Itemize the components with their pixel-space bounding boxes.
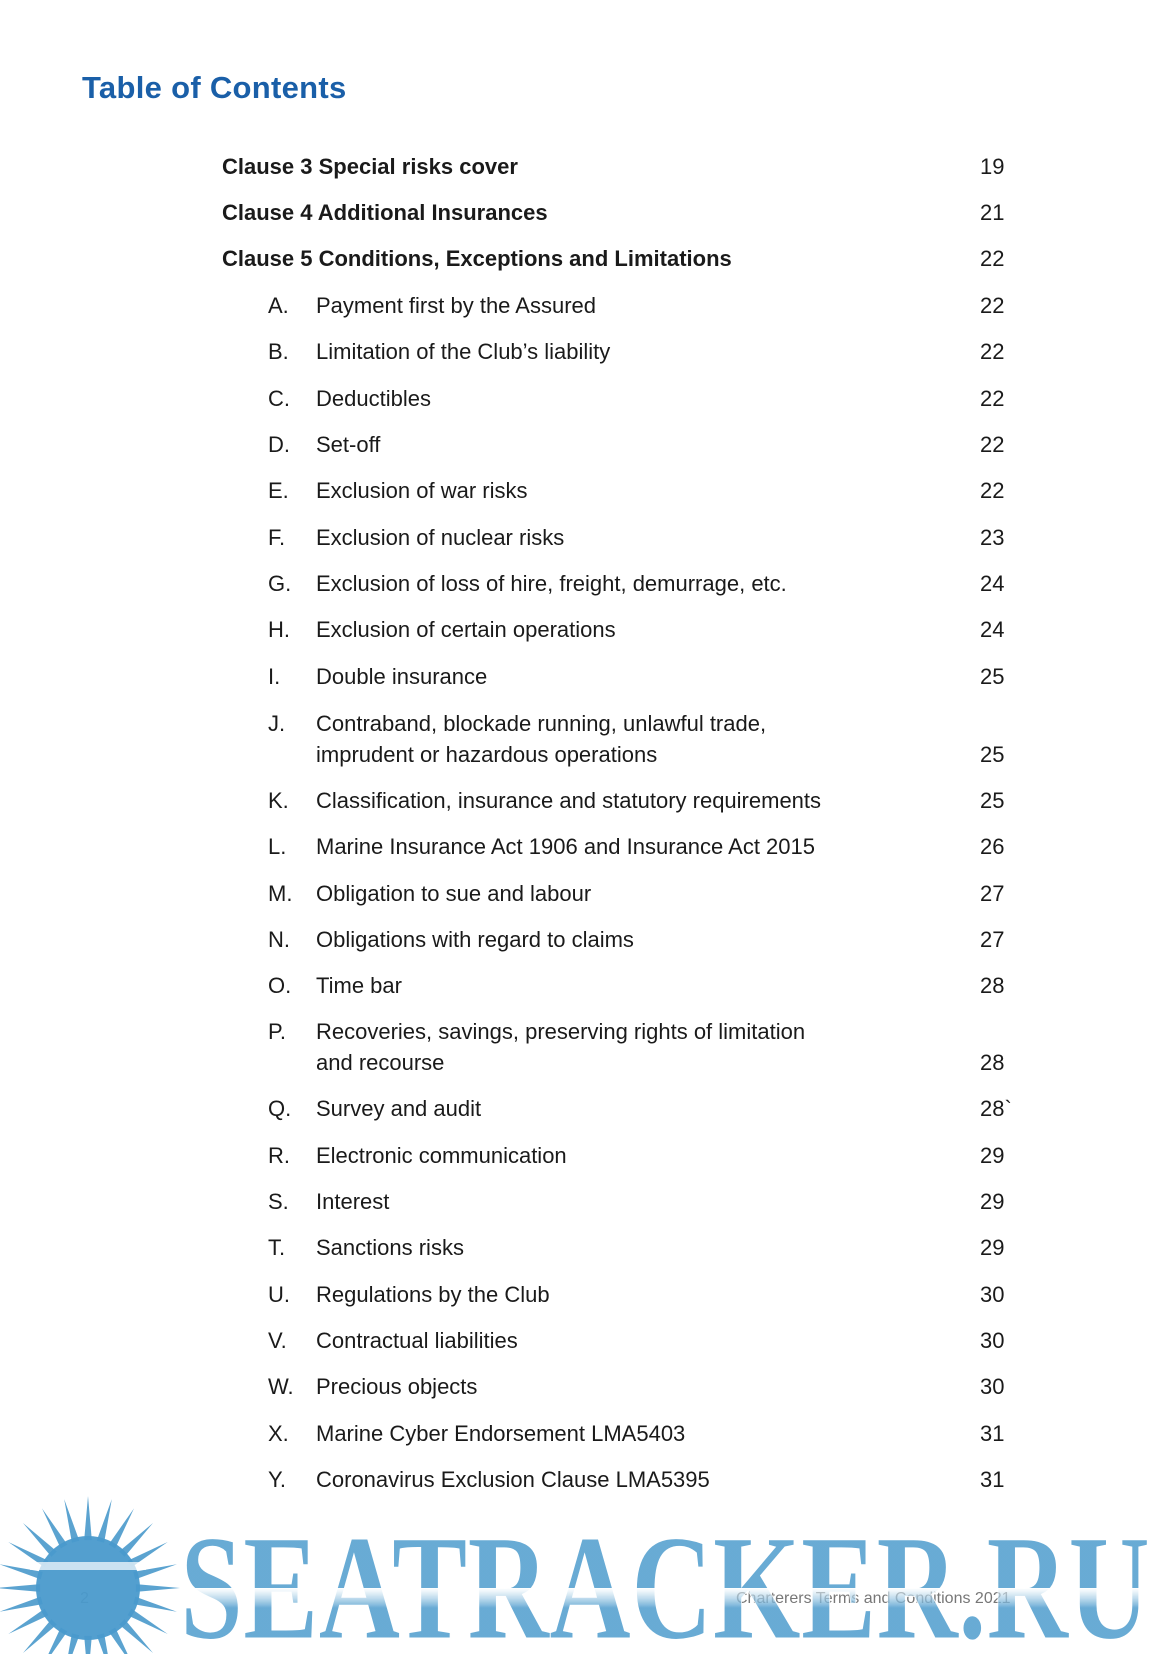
- toc-item-letter: T.: [268, 1235, 286, 1260]
- toc-item-text: Recoveries, savings, preserving rights of limitation: [316, 1019, 806, 1044]
- toc-item-text: Marine Insurance Act 1906 and Insurance Act 2015: [316, 834, 815, 859]
- toc-item-letter: C.: [268, 386, 290, 411]
- toc-page-number: 21: [980, 200, 1005, 225]
- toc-item-text: Electronic communication: [316, 1143, 567, 1168]
- toc-item-text: Exclusion of certain operations: [316, 617, 616, 642]
- toc-page-number: 25: [980, 664, 1005, 689]
- toc-item-letter: O.: [268, 973, 292, 998]
- toc-page-number: 27: [980, 927, 1005, 952]
- toc-page-number: 22: [980, 432, 1005, 457]
- toc-item-text: Exclusion of nuclear risks: [316, 525, 565, 550]
- sun-ray: [64, 1499, 79, 1543]
- toc-item-letter: R.: [268, 1143, 290, 1168]
- toc-clause-label: Clause 3 Special risks cover: [222, 154, 518, 179]
- toc-item-letter: W.: [268, 1374, 294, 1399]
- toc-item-text: Marine Cyber Endorsement LMA5403: [316, 1421, 686, 1446]
- toc-item-text: Payment first by the Assured: [316, 293, 597, 318]
- toc-page-number: 27: [980, 881, 1005, 906]
- toc-page-number: 28: [980, 973, 1005, 998]
- toc-page-number: 26: [980, 834, 1005, 859]
- toc-item-letter: N.: [268, 927, 290, 952]
- toc-item-text: Obligations with regard to claims: [316, 927, 634, 952]
- toc-page-number: 23: [980, 525, 1005, 550]
- toc-item-text: Double insurance: [316, 664, 488, 689]
- watermark: [0, 1478, 1166, 1654]
- footer-document-title: Charterers Terms and Conditions 2021: [736, 1590, 1011, 1607]
- toc-item-letter: G.: [268, 571, 292, 596]
- toc-page-number: 28`: [980, 1096, 1012, 1121]
- toc-item-letter: Y.: [268, 1467, 286, 1492]
- toc-item-letter: I.: [268, 664, 281, 689]
- page-title: Table of Contents: [82, 70, 347, 105]
- toc-page-number: 22: [980, 478, 1005, 503]
- toc-item-letter: Q.: [268, 1096, 292, 1121]
- toc-page-number: 22: [980, 339, 1005, 364]
- sun-ray: [0, 1584, 40, 1592]
- toc-page-number: 25: [980, 788, 1005, 813]
- toc-item-letter: X.: [268, 1421, 289, 1446]
- toc-item-text: Interest: [316, 1189, 390, 1214]
- toc-clause-label: Clause 5 Conditions, Exceptions and Limitations: [222, 246, 732, 271]
- sun-ray: [136, 1584, 180, 1592]
- toc-item-letter: K.: [268, 788, 289, 813]
- sun-ray: [97, 1499, 112, 1543]
- toc-page-number: 25: [980, 742, 1005, 767]
- toc-item-text: Coronavirus Exclusion Clause LMA5395: [316, 1467, 710, 1492]
- toc-clause-3[interactable]: [222, 151, 518, 182]
- toc-page-number: 24: [980, 617, 1005, 642]
- toc-item-letter: S.: [268, 1189, 289, 1214]
- toc-clause-4[interactable]: [222, 197, 548, 228]
- toc-item-text: Exclusion of war risks: [316, 478, 528, 503]
- toc-item-text-continued: and recourse: [316, 1050, 445, 1075]
- sun-icon: [0, 1478, 1166, 1654]
- toc-item-letter: J.: [268, 711, 286, 736]
- sun-ray: [0, 1597, 43, 1612]
- toc-item-letter: U.: [268, 1282, 290, 1307]
- toc-item-letter: F.: [268, 525, 286, 550]
- toc-page-number: 22: [980, 246, 1005, 271]
- toc-page-number: 29: [980, 1189, 1005, 1214]
- toc-page-number: 28: [980, 1050, 1005, 1075]
- toc-item-letter: M.: [268, 881, 293, 906]
- toc-item-text: Contraband, blockade running, unlawful trade,: [316, 711, 767, 736]
- toc-item-text: Limitation of the Club’s liability: [316, 339, 611, 364]
- toc-page-number: 22: [980, 386, 1005, 411]
- toc-item-letter: B.: [268, 339, 289, 364]
- toc-page-number: 31: [980, 1467, 1005, 1492]
- toc-item-text: Obligation to sue and labour: [316, 881, 592, 906]
- sun-ray: [133, 1597, 177, 1612]
- toc-item-letter: A.: [268, 293, 289, 318]
- toc-item-text: Sanctions risks: [316, 1235, 464, 1260]
- toc-item-text: Regulations by the Club: [316, 1282, 550, 1307]
- toc-item-letter: E.: [268, 478, 289, 503]
- toc-page-number: 30: [980, 1328, 1005, 1353]
- toc-item-text: Set-off: [316, 432, 381, 457]
- toc-page-number: 24: [980, 571, 1005, 596]
- toc-item-text: Survey and audit: [316, 1096, 482, 1121]
- toc-page-number: 29: [980, 1235, 1005, 1260]
- toc-item-text: Exclusion of loss of hire, freight, demurrage, etc.: [316, 571, 787, 596]
- toc-page-number: 30: [980, 1374, 1005, 1399]
- toc-item-text: Deductibles: [316, 386, 431, 411]
- toc-clause-5[interactable]: [222, 243, 732, 274]
- toc-item-text: Contractual liabilities: [316, 1328, 518, 1353]
- toc-item-text: Precious objects: [316, 1374, 478, 1399]
- watermark-text: SEATRACKER.RU: [180, 1505, 1150, 1654]
- toc-item-letter: D.: [268, 432, 290, 457]
- toc-page-number: 30: [980, 1282, 1005, 1307]
- toc-item-letter: L.: [268, 834, 287, 859]
- toc-page-number: 19: [980, 154, 1005, 179]
- toc-item-text-continued: imprudent or hazardous operations: [316, 742, 658, 767]
- toc-item-letter: V.: [268, 1328, 287, 1353]
- toc-item-letter: H.: [268, 617, 290, 642]
- toc-item-text: Time bar: [316, 973, 402, 998]
- toc-page-number: 31: [980, 1421, 1005, 1446]
- toc-item-letter: P.: [268, 1019, 286, 1044]
- toc-page-number: 29: [980, 1143, 1005, 1168]
- toc-clause-label: Clause 4 Additional Insurances: [222, 200, 548, 225]
- sun-ray: [84, 1496, 92, 1540]
- toc-item-text: Classification, insurance and statutory requirements: [316, 788, 822, 813]
- toc-page-number: 22: [980, 293, 1005, 318]
